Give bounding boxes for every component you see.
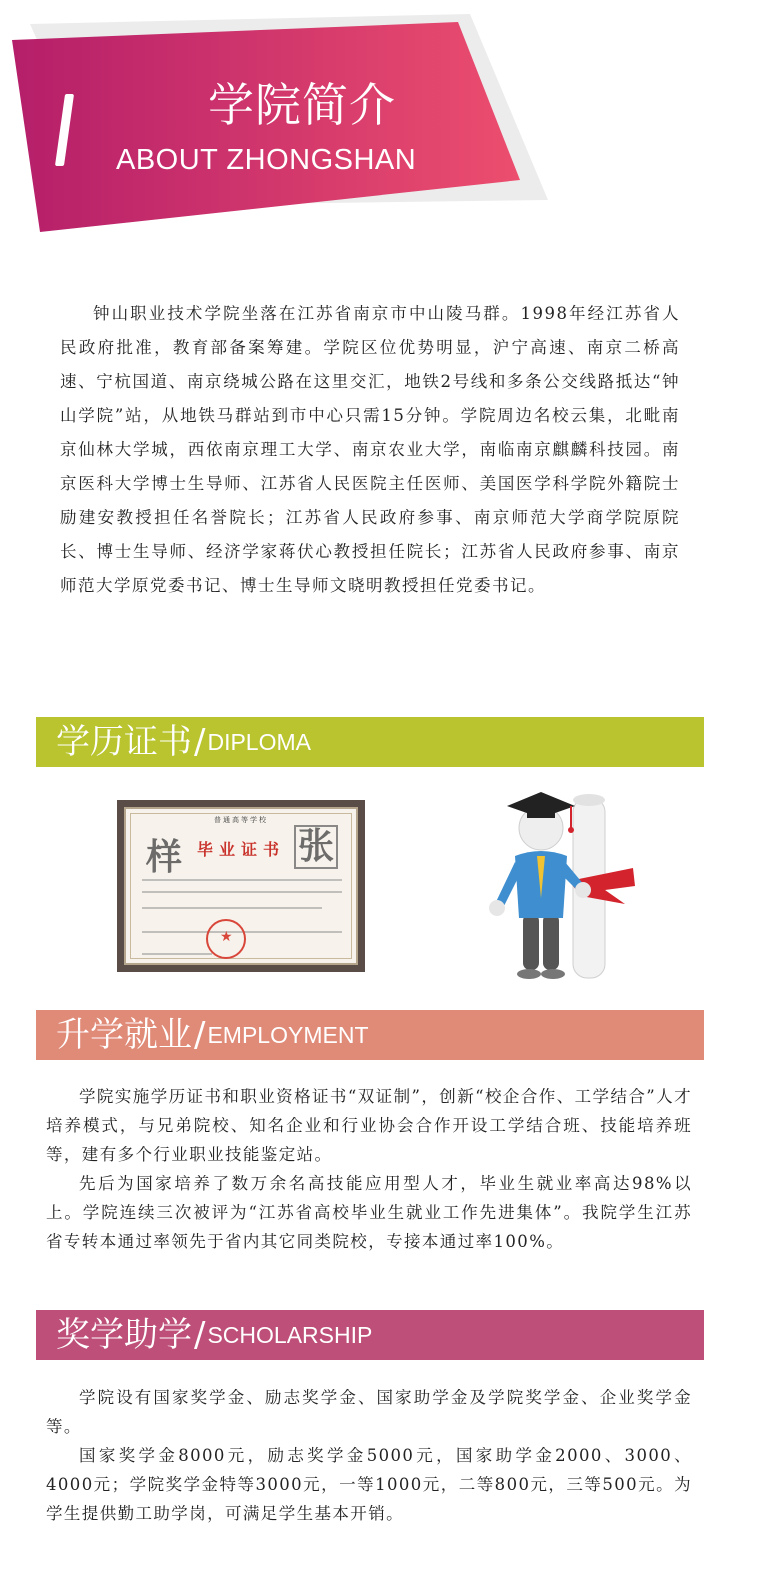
page-subtitle: ABOUT ZHONGSHAN (116, 144, 417, 176)
certificate-text-line (142, 879, 342, 881)
section-title-en: DIPLOMA (207, 728, 311, 755)
employment-paragraph: 学院实施学历证书和职业资格证书“双证制”，创新“校企合作、工学结合”人才培养模式，与兄弟院校、知名企业和行业协会合作开设工学结合班、技能培养班等，建有多个行业职业技能鉴定站。 (46, 1087, 692, 1164)
certificate-text-line (142, 907, 322, 909)
scholarship-paragraph: 学院设有国家奖学金、励志奖学金、国家助学金及学院奖学金、企业奖学金等。 (46, 1388, 692, 1436)
employment-text (46, 1082, 692, 1256)
section-title-en: EMPLOYMENT (207, 1021, 369, 1048)
certificate-school-type: 普通高等学校 (214, 816, 268, 824)
section-title-cn: 奖学助学 (56, 1315, 192, 1355)
header-banner (0, 0, 768, 260)
scholarship-text (46, 1383, 692, 1528)
scholarship-paragraph: 国家奖学金8000元，励志奖学金5000元，国家助学金2000、3000、4000元；学院奖学金特等3000元，一等1000元，二等800元，三等500元。为学生提供勤工助学岗，可满足学生基本开销。 (46, 1446, 692, 1523)
intro-paragraph: 钟山职业技术学院坐落在江苏省南京市中山陵马群。1998年经江苏省人民政府批准，教育部备案筹建。学院区位优势明显，沪宁高速、南京二桥高速、宁杭国道、南京绕城公路在这里交汇，地铁2号线和多条公交线路抵达“钟山学院”站，从地铁马群站到市中心只需15分钟。学院周边名校云集，北毗南京仙林大学城，西依南京理工大学、南京农业大学，南临南京麒麟科技园。南京医科大学博士生导师、江苏省人民医院主任医师、美国医学科学院外籍院士励建安教授担任名誉院长；江苏省人民政府参事、南京师范大学商学院原院长、博士生导师、经济学家蒋伏心教授担任院长；江苏省人民政府参事、南京师范大学原党委书记、博士生导师文晓明教授担任党委书记。 (60, 304, 680, 595)
certificate-sample-mark-right: 张 (294, 825, 338, 869)
section-header-diploma (36, 717, 704, 767)
graduate-figure-illustration (485, 786, 635, 986)
section-title-en: SCHOLARSHIP (207, 1321, 373, 1348)
section-title-cn: 升学就业 (56, 1015, 192, 1055)
section-title-slash: / (194, 1315, 206, 1355)
diploma-certificate-image (117, 800, 365, 972)
certificate-number-line (142, 953, 212, 955)
section-title-cn: 学历证书 (56, 722, 192, 762)
section-title-slash: / (194, 1015, 206, 1055)
certificate-text-line (142, 891, 342, 893)
section-title-slash: / (194, 722, 206, 762)
certificate-title: 毕业证书 (196, 840, 285, 859)
employment-paragraph: 先后为国家培养了数万余名高技能应用型人才，毕业生就业率高达98%以上。学院连续三次被评为“江苏省高校毕业生就业工作先进集体”。我院学生江苏省专转本通过率领先于省内其它同类院校，专接本通过率100%。 (46, 1174, 692, 1251)
certificate-sample-mark-left: 样 (146, 836, 183, 878)
graduate-figure-icon (485, 786, 635, 986)
section-header-scholarship (36, 1310, 704, 1360)
page-title: 学院简介 (208, 78, 396, 132)
certificate-seal-icon (206, 919, 246, 959)
section-header-employment (36, 1010, 704, 1060)
